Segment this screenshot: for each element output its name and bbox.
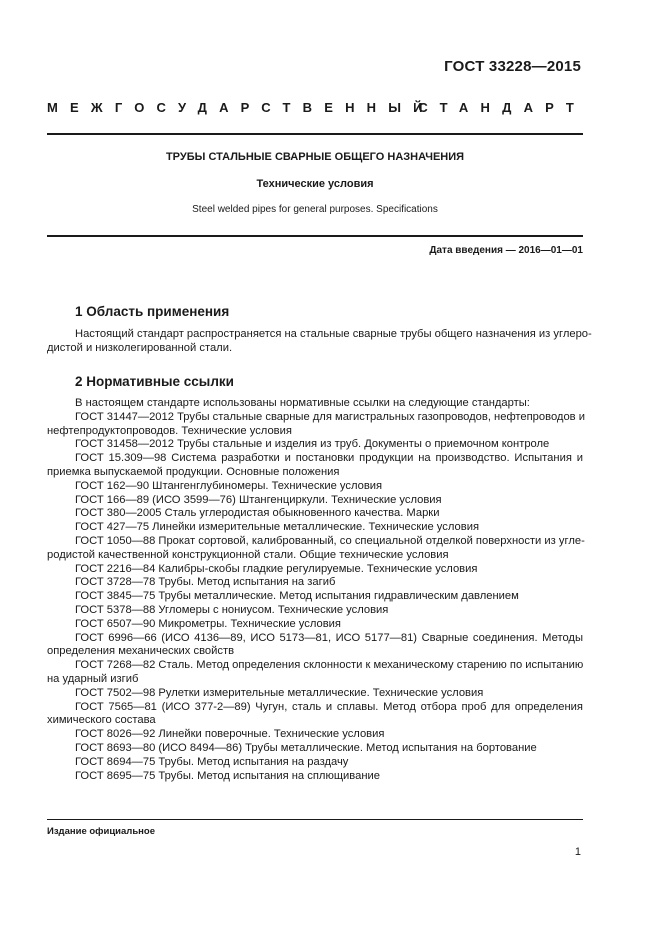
reference-line: ГОСТ 5378—88 Угломеры с нониусом. Технические условия bbox=[75, 603, 389, 616]
normative-references-list bbox=[47, 397, 583, 783]
reference-line: ГОСТ 7565—81 (ИСО 377-2—89) Чугун, сталь и сплавы. Метод отбора проб для определения bbox=[75, 700, 583, 713]
reference-line: ГОСТ 1050—88 Прокат сортовой, калиброванный, со специальной отделкой поверхности из угле- bbox=[75, 534, 585, 547]
reference-line: ГОСТ 2216—84 Калибры-скобы гладкие регулируемые. Технические условия bbox=[75, 562, 478, 575]
page-number: 1 bbox=[574, 846, 581, 858]
reference-line: ГОСТ 15.309—98 Система разработки и постановки продукции на производство. Испытания и bbox=[75, 452, 583, 465]
top-divider bbox=[47, 133, 583, 135]
reference-line: химического состава bbox=[47, 714, 156, 727]
reference-line: ГОСТ 166—89 (ИСО 3599—76) Штангенциркули. Технические условия bbox=[75, 493, 442, 506]
reference-line: приемка выпускаемой продукции. Основные положения bbox=[47, 465, 340, 478]
section-1-heading: 1 Область применения bbox=[75, 304, 230, 319]
reference-line: ГОСТ 162—90 Штангенглубиномеры. Технические условия bbox=[75, 479, 383, 492]
reference-line: ГОСТ 7502—98 Рулетки измерительные металлические. Технические условия bbox=[75, 686, 484, 699]
reference-line: на ударный изгиб bbox=[47, 672, 139, 685]
reference-line: ГОСТ 427—75 Линейки измерительные металлические. Технические условия bbox=[75, 521, 479, 534]
document-subtitle: Технические условия bbox=[256, 178, 374, 190]
reference-line: ГОСТ 8693—80 (ИСО 8494—86) Трубы металлические. Метод испытания на бортование bbox=[75, 741, 537, 754]
text-line: В настоящем стандарте использованы нормативные ссылки на следующие стандарты: bbox=[75, 397, 530, 409]
banner-interstate: МЕЖГОСУДАРСТВЕННЫЙ bbox=[47, 100, 435, 115]
reference-line: ГОСТ 8695—75 Трубы. Метод испытания на сплющивание bbox=[75, 769, 380, 782]
reference-line: ГОСТ 3728—78 Трубы. Метод испытания на загиб bbox=[75, 576, 336, 589]
title-divider bbox=[47, 235, 583, 237]
standard-number: ГОСТ 33228—2015 bbox=[444, 58, 581, 75]
banner-standard: СТАНДАРТ bbox=[418, 100, 586, 115]
official-edition-label: Издание официальное bbox=[47, 826, 155, 837]
section-2-heading: 2 Нормативные ссылки bbox=[75, 374, 234, 389]
reference-line: ГОСТ 6507—90 Микрометры. Технические условия bbox=[75, 617, 341, 630]
reference-line: ГОСТ 6996—66 (ИСО 4136—89, ИСО 5173—81, ИСО 5177—81) Сварные соединения. Методы bbox=[75, 631, 583, 644]
text-line: дистой и низколегированной стали. bbox=[47, 341, 233, 354]
footer-divider bbox=[47, 819, 583, 820]
reference-line: ГОСТ 8026—92 Линейки поверочные. Технические условия bbox=[75, 728, 385, 741]
introduction-date: Дата введения — 2016—01—01 bbox=[429, 245, 583, 256]
reference-line: ГОСТ 7268—82 Сталь. Метод определения склонности к механическому старению по испытанию bbox=[75, 659, 584, 672]
reference-line: ГОСТ 31447—2012 Трубы стальные сварные для магистральных газопроводов, нефтепроводов и bbox=[75, 410, 585, 423]
reference-line: ГОСТ 8694—75 Трубы. Метод испытания на раздачу bbox=[75, 755, 349, 768]
section-1-body bbox=[47, 328, 592, 356]
reference-line: ГОСТ 31458—2012 Трубы стальные и изделия из труб. Документы о приемочном контроле bbox=[75, 438, 550, 451]
reference-line: ГОСТ 380—2005 Сталь углеродистая обыкновенного качества. Марки bbox=[75, 507, 440, 520]
reference-line: нефтепродуктопроводов. Технические условия bbox=[47, 424, 292, 437]
reference-line: определения механических свойств bbox=[47, 645, 235, 658]
text-line: Настоящий стандарт распространяется на стальные сварные трубы общего назначения из углеро- bbox=[75, 328, 592, 340]
reference-line: ГОСТ 3845—75 Трубы металлические. Метод испытания гидравлическим давлением bbox=[75, 590, 519, 603]
reference-line: родистой качественной конструкционной стали. Общие технические условия bbox=[47, 548, 449, 561]
english-title: Steel welded pipes for general purposes. Specifications bbox=[192, 204, 438, 215]
document-title: ТРУБЫ СТАЛЬНЫЕ СВАРНЫЕ ОБЩЕГО НАЗНАЧЕНИЯ bbox=[165, 151, 465, 163]
